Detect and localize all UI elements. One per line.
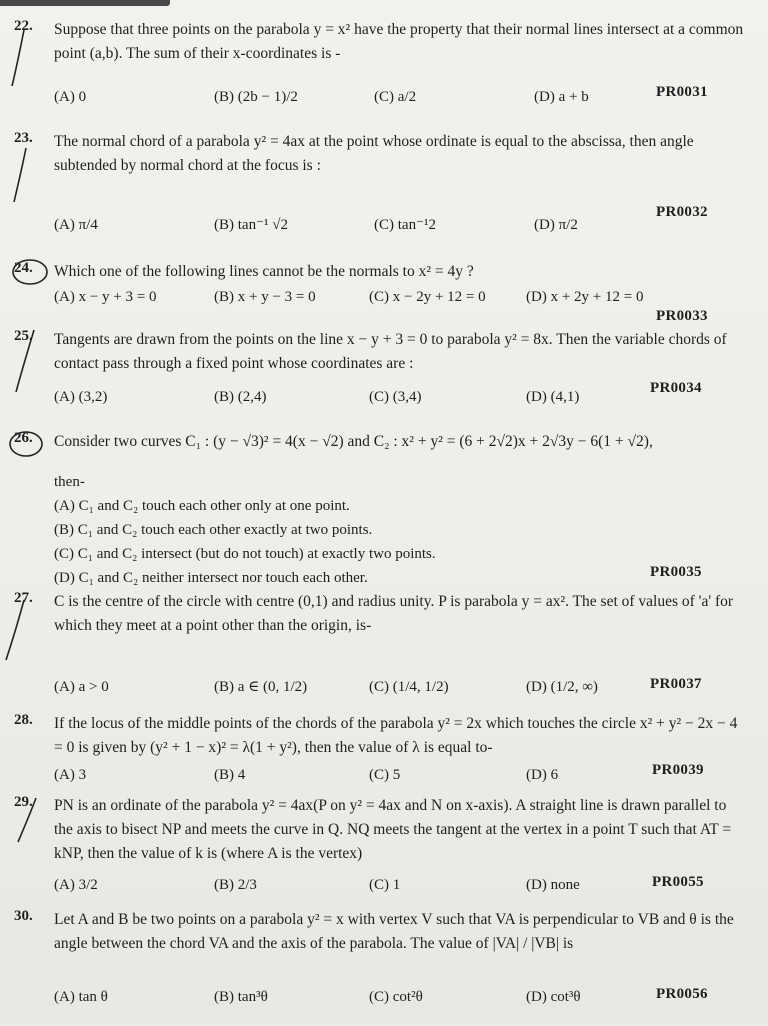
option-c: (C) a/2: [374, 89, 417, 105]
question-code: PR0056: [656, 986, 708, 1002]
options-stack: [54, 494, 436, 590]
option-b: (B) (2b − 1)/2: [214, 89, 298, 105]
option-a: (A) x − y + 3 = 0: [54, 289, 157, 305]
option-d: (D) cot³θ: [526, 989, 581, 1005]
question-text: Let A and B be two points on a parabola y² = x with vertex V such that VA is perpendicular to VB and θ is the angle between the chord VA and the axis of the parabola. The value of |VA| / |VB| is: [54, 911, 734, 952]
option-c: (C) 5: [369, 767, 401, 783]
option-a: (A) tan θ: [54, 989, 108, 1005]
question-number: 29.: [14, 794, 33, 810]
question-number: 28.: [14, 712, 33, 728]
question-number: 22.: [14, 18, 33, 34]
options-row: [54, 86, 754, 126]
question-text: Suppose that three points on the parabola y = x² have the property that their normal lines intersect at a common point (a,b). The sum of their x-coordinates is -: [54, 21, 744, 62]
question-number: 30.: [14, 908, 33, 924]
question-text: C is the centre of the circle with centre (0,1) and radius unity. P is parabola y = ax². The set of values of 'a' for which they meet at a point other than the origin, is-: [54, 593, 734, 634]
question-number: 25.: [14, 328, 33, 344]
question-code: PR0055: [652, 874, 704, 890]
pen-slash-22: [12, 30, 24, 86]
question-code: PR0039: [652, 762, 704, 778]
option-a: (A) C₁ and C₂ touch each other only at one point.: [54, 498, 350, 514]
header-strip: [0, 0, 170, 6]
option-b: (B) tan³θ: [214, 989, 268, 1005]
option-d: (D) none: [526, 877, 580, 893]
question-text: Which one of the following lines cannot be the normals to x² = 4y ?: [54, 263, 474, 280]
option-c: (C) cot²θ: [369, 989, 423, 1005]
options-row: [54, 286, 754, 326]
option-c: (C) tan⁻¹2: [374, 217, 436, 233]
option-d: (D) (1/2, ∞): [526, 679, 598, 695]
question-code: PR0035: [650, 564, 702, 580]
question-text: Consider two curves C₁ : (y − √3)² = 4(x − √2) and C₂ : x² + y² = (6 + 2√2)x + 2√3y − 6(1 + √2),: [54, 433, 653, 450]
option-d: (D) 6: [526, 767, 559, 783]
option-a: (A) π/4: [54, 217, 98, 233]
option-b: (B) x + y − 3 = 0: [214, 289, 316, 305]
question-code: PR0032: [656, 204, 708, 220]
option-a: (A) (3,2): [54, 389, 108, 405]
option-b: (B) (2,4): [214, 389, 267, 405]
question-text: PN is an ordinate of the parabola y² = 4ax(P on y² = 4ax and N on x-axis). A straight line is drawn parallel to the axis to bisect NP and meets the curve in Q. NQ meets the tangent at the vertex in a point T such that AT = kNP, then the value of k is (where A is the vertex): [54, 797, 732, 862]
option-c: (C) C₁ and C₂ intersect (but do not touch) at exactly two points.: [54, 546, 436, 562]
option-d: (D) π/2: [534, 217, 578, 233]
question-number: 27.: [14, 590, 33, 606]
option-b: (B) 2/3: [214, 877, 257, 893]
option-d: (D) C₁ and C₂ neither intersect nor touch each other.: [54, 570, 368, 586]
option-a: (A) 0: [54, 89, 87, 105]
question-code: PR0037: [650, 676, 702, 692]
question-code: PR0034: [650, 380, 702, 396]
option-c: (C) x − 2y + 12 = 0: [369, 289, 486, 305]
option-b: (B) C₁ and C₂ touch each other exactly at two points.: [54, 522, 373, 538]
question-code: PR0031: [656, 84, 708, 100]
option-b: (B) 4: [214, 767, 246, 783]
options-row: [54, 676, 754, 716]
option-b: (B) tan⁻¹ √2: [214, 217, 288, 233]
then-label: then-: [54, 474, 85, 490]
pen-slash-27: [6, 600, 24, 660]
option-c: (C) (3,4): [369, 389, 422, 405]
options-row: [54, 380, 754, 426]
option-a: (A) 3/2: [54, 877, 98, 893]
option-c: (C) 1: [369, 877, 401, 893]
pen-slash-23: [14, 148, 26, 202]
question-number: 24.: [14, 260, 33, 276]
options-row: [54, 204, 754, 254]
option-b: (B) a ∈ (0, 1/2): [214, 679, 308, 695]
option-a: (A) 3: [54, 767, 87, 783]
question-number: 23.: [14, 130, 33, 146]
option-c: (C) (1/4, 1/2): [369, 679, 449, 695]
question-text: The normal chord of a parabola y² = 4ax at the point whose ordinate is equal to the abscissa, then angle subtended by normal chord at the focus is :: [54, 133, 694, 174]
options-row: [54, 986, 754, 1026]
question-code: PR0033: [656, 308, 708, 324]
question-text: If the locus of the middle points of the chords of the parabola y² = 2x which touches the circle x² + y² − 2x − 4 = 0 is given by (y² + 1 − x)² = λ(1 + y²), then the value of λ is equal to-: [54, 715, 738, 756]
option-d: (D) (4,1): [526, 389, 580, 405]
option-d: (D) x + 2y + 12 = 0: [526, 289, 644, 305]
question-number: 26.: [14, 430, 33, 446]
question-text: Tangents are drawn from the points on the line x − y + 3 = 0 to parabola y² = 8x. Then the variable chords of contact pass through a fixed point whose coordinates are :: [54, 331, 727, 372]
option-a: (A) a > 0: [54, 679, 109, 695]
option-d: (D) a + b: [534, 89, 589, 105]
